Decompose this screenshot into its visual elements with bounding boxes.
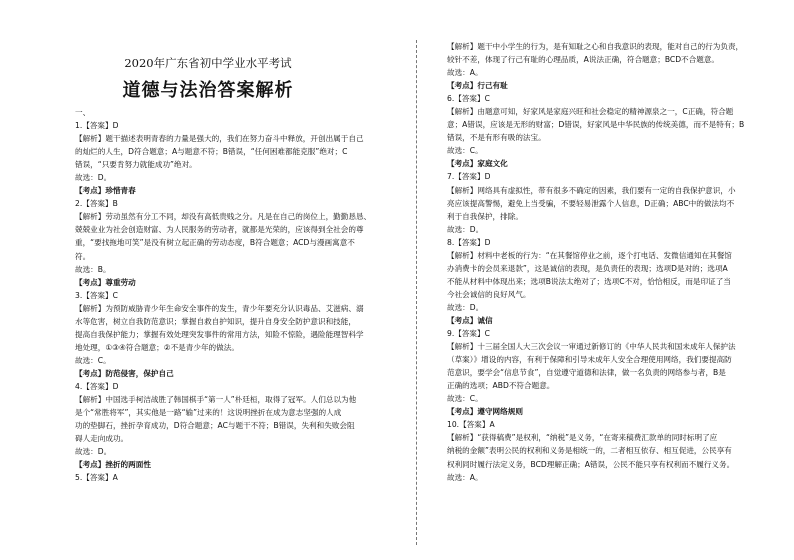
text-line: 故选：C。 [447, 146, 483, 156]
text-line: 故选：D。 [75, 447, 112, 457]
text-line: 2.【答案】B [75, 199, 118, 209]
text-line: 【解析】由题意可知，好家风是家庭兴旺和社会稳定的精神源泉之一，C正确，符合题 [447, 107, 734, 117]
text-line: 【解析】网络具有虚拟性，带有很多不确定的因素，我们要有一定的自我保护意识，小 [447, 185, 736, 195]
text-line: 9.【答案】C [447, 329, 490, 339]
text-line: 是个“常胜将军”，其实他是一路“输”过来的！这说明挫折在成为意志坚强的人成 [75, 408, 342, 418]
text-line: （草案）》增设的内容，有利于保障和引导未成年人安全合理使用网络，我们要提高防 [447, 355, 732, 365]
document-title: 道德与法治答案解析 [122, 80, 294, 101]
text-line: 提高自我保护能力；掌握有效处理突发事件的常用方法，知险不惊险，遇险能理智科学 [75, 329, 364, 339]
text-line: 5.【答案】A [75, 473, 118, 483]
text-line: 符。 [75, 251, 91, 261]
text-line: 正确的选项；ABD不符合题意。 [447, 381, 555, 391]
left-column [75, 0, 383, 484]
topic-line: 【考点】挫折的两面性 [75, 460, 151, 470]
exam-year-title: 2020年广东省初中学业水平考试 [124, 56, 292, 70]
text-line: 故选：A。 [447, 472, 483, 482]
topic-line: 【考点】尊重劳动 [75, 277, 136, 287]
text-line: 故选：C。 [447, 394, 483, 404]
text-line: 故选：D。 [447, 224, 484, 234]
text-line: 故选：C。 [75, 355, 111, 365]
text-line: 权利同时履行法定义务，BCD理解正确；A错误，公民不能只享有权利而不履行义务。 [447, 459, 735, 469]
text-line: 8.【答案】D [447, 237, 491, 247]
text-line: 利于自我保护，排除。 [447, 211, 523, 221]
topic-line: 【考点】珍惜青春 [75, 186, 136, 196]
text-line: 错误，不是有形有吸的法宝。 [447, 133, 546, 143]
text-line: 【解析】劳动虽然有分工不同，却没有高低贵贱之分。凡是在自己的岗位上，勤勤恳恳、 [75, 212, 372, 222]
text-line: 今社会诚信的良好风气。 [447, 289, 531, 299]
text-line: 较针不差，体现了行己有耻的心理品质，A说法正确，符合题意；BCD不合题意。 [447, 55, 720, 65]
text-line: 功的垫脚石，挫折孕育成功，D符合题意；AC与题干不符；B错误，失利和失败会阻 [75, 421, 355, 431]
text-line: 【解析】十三届全国人大三次会议一审通过新修订的《中华人民共和国未成年人保护法 [447, 342, 736, 352]
right-column [447, 0, 765, 484]
topic-line: 【考点】遵守网络规则 [447, 407, 523, 417]
text-line: 故选：D。 [75, 173, 112, 183]
text-line: 故选：B。 [75, 264, 111, 274]
text-line: 兢兢业业为社会创造财富、为人民服务的劳动者，就都是光荣的，应该得到全社会的尊 [75, 225, 364, 235]
column-divider [416, 40, 417, 545]
topic-line: 【考点】行己有耻 [447, 81, 508, 91]
text-line: 6.【答案】C [447, 94, 490, 104]
text-line: 的灿烂的人生，D符合题意；A与题意不符；B错误，“任何困难都能克服”绝对；C [75, 147, 348, 157]
text-line: 10.【答案】A [447, 420, 495, 430]
text-line: 故选：D。 [447, 302, 484, 312]
text-line: 重，“要找拖地可笑”是没有树立起正确的劳动态度，B符合题意；ACD与漫画寓意不 [75, 238, 355, 248]
text-line: 一、 [75, 108, 91, 117]
text-line: 意；A错误，应该是无形的财富；D错误，好家风是中华民族的传统美德，而不是特有；B [447, 120, 745, 130]
text-line: 7.【答案】D [447, 172, 491, 182]
topic-line: 【考点】防范侵害，保护自己 [75, 368, 174, 378]
topic-line: 【考点】家庭文化 [447, 159, 508, 169]
text-line: 碍人走向成功。 [75, 434, 129, 444]
text-line: 办消费卡的会员来退款”，这是诚信的表现，是负责任的表现；选项D是对的；选项A [447, 263, 728, 273]
text-line: 【解析】题干中小学生的行为，是有知耻之心和自我意识的表现，能对自己的行为负责， [447, 42, 744, 51]
text-line: 错误，“只要肯努力就能成功”绝对。 [75, 160, 197, 170]
text-line: 【解析】“获得稿费”是权利，“纳税”是义务，“在寄来稿费汇款单的同时标明了应 [447, 433, 718, 443]
text-line: 【解析】材料中老板的行为：“在其餐馆停业之前，逐个打电话、发微信通知在其餐馆 [447, 250, 732, 260]
text-line: 1.【答案】D [75, 121, 119, 131]
text-line: 【解析】中国选手柯洁战胜了韩国棋手“第一人”朴廷桓，取得了冠军。人们总以为他 [75, 395, 357, 405]
text-line: 地处理，①③④符合题意；②不是青少年的做法。 [75, 342, 239, 352]
text-line: 亮应该提高警惕，避免上当受骗，不要轻易泄露个人信息，D正确；ABC中的做法均不 [447, 198, 735, 208]
text-line: 不能从材料中体现出来；选项B说法太绝对了；选项C不对，恰恰相反，而是印证了当 [447, 276, 731, 286]
text-line: 水等危害，树立自我防范意识；掌握自救自护知识，提升自身安全防护意识和技能， [75, 316, 356, 326]
text-line: 【解析】题干描述表明青春的力量是强大的，我们在努力奋斗中释放，开创出属于自己 [75, 134, 364, 144]
text-line: 纳税的金额”表明公民的权利和义务是相统一的，二者相互依存、相互促进，公民享有 [447, 446, 732, 456]
text-line: 【解析】为预防威胁青少年生命安全事件的发生，青少年要充分认识毒品、艾滋病、溺 [75, 303, 364, 313]
text-line: 故选：A。 [447, 68, 483, 78]
text-line: 范意识，要学会“信息节食”，自觉遵守道德和法律，做一名负责的网络参与者，B是 [447, 368, 726, 378]
topic-line: 【考点】诚信 [447, 315, 493, 325]
text-line: 3.【答案】C [75, 290, 118, 300]
text-line: 4.【答案】D [75, 381, 119, 391]
